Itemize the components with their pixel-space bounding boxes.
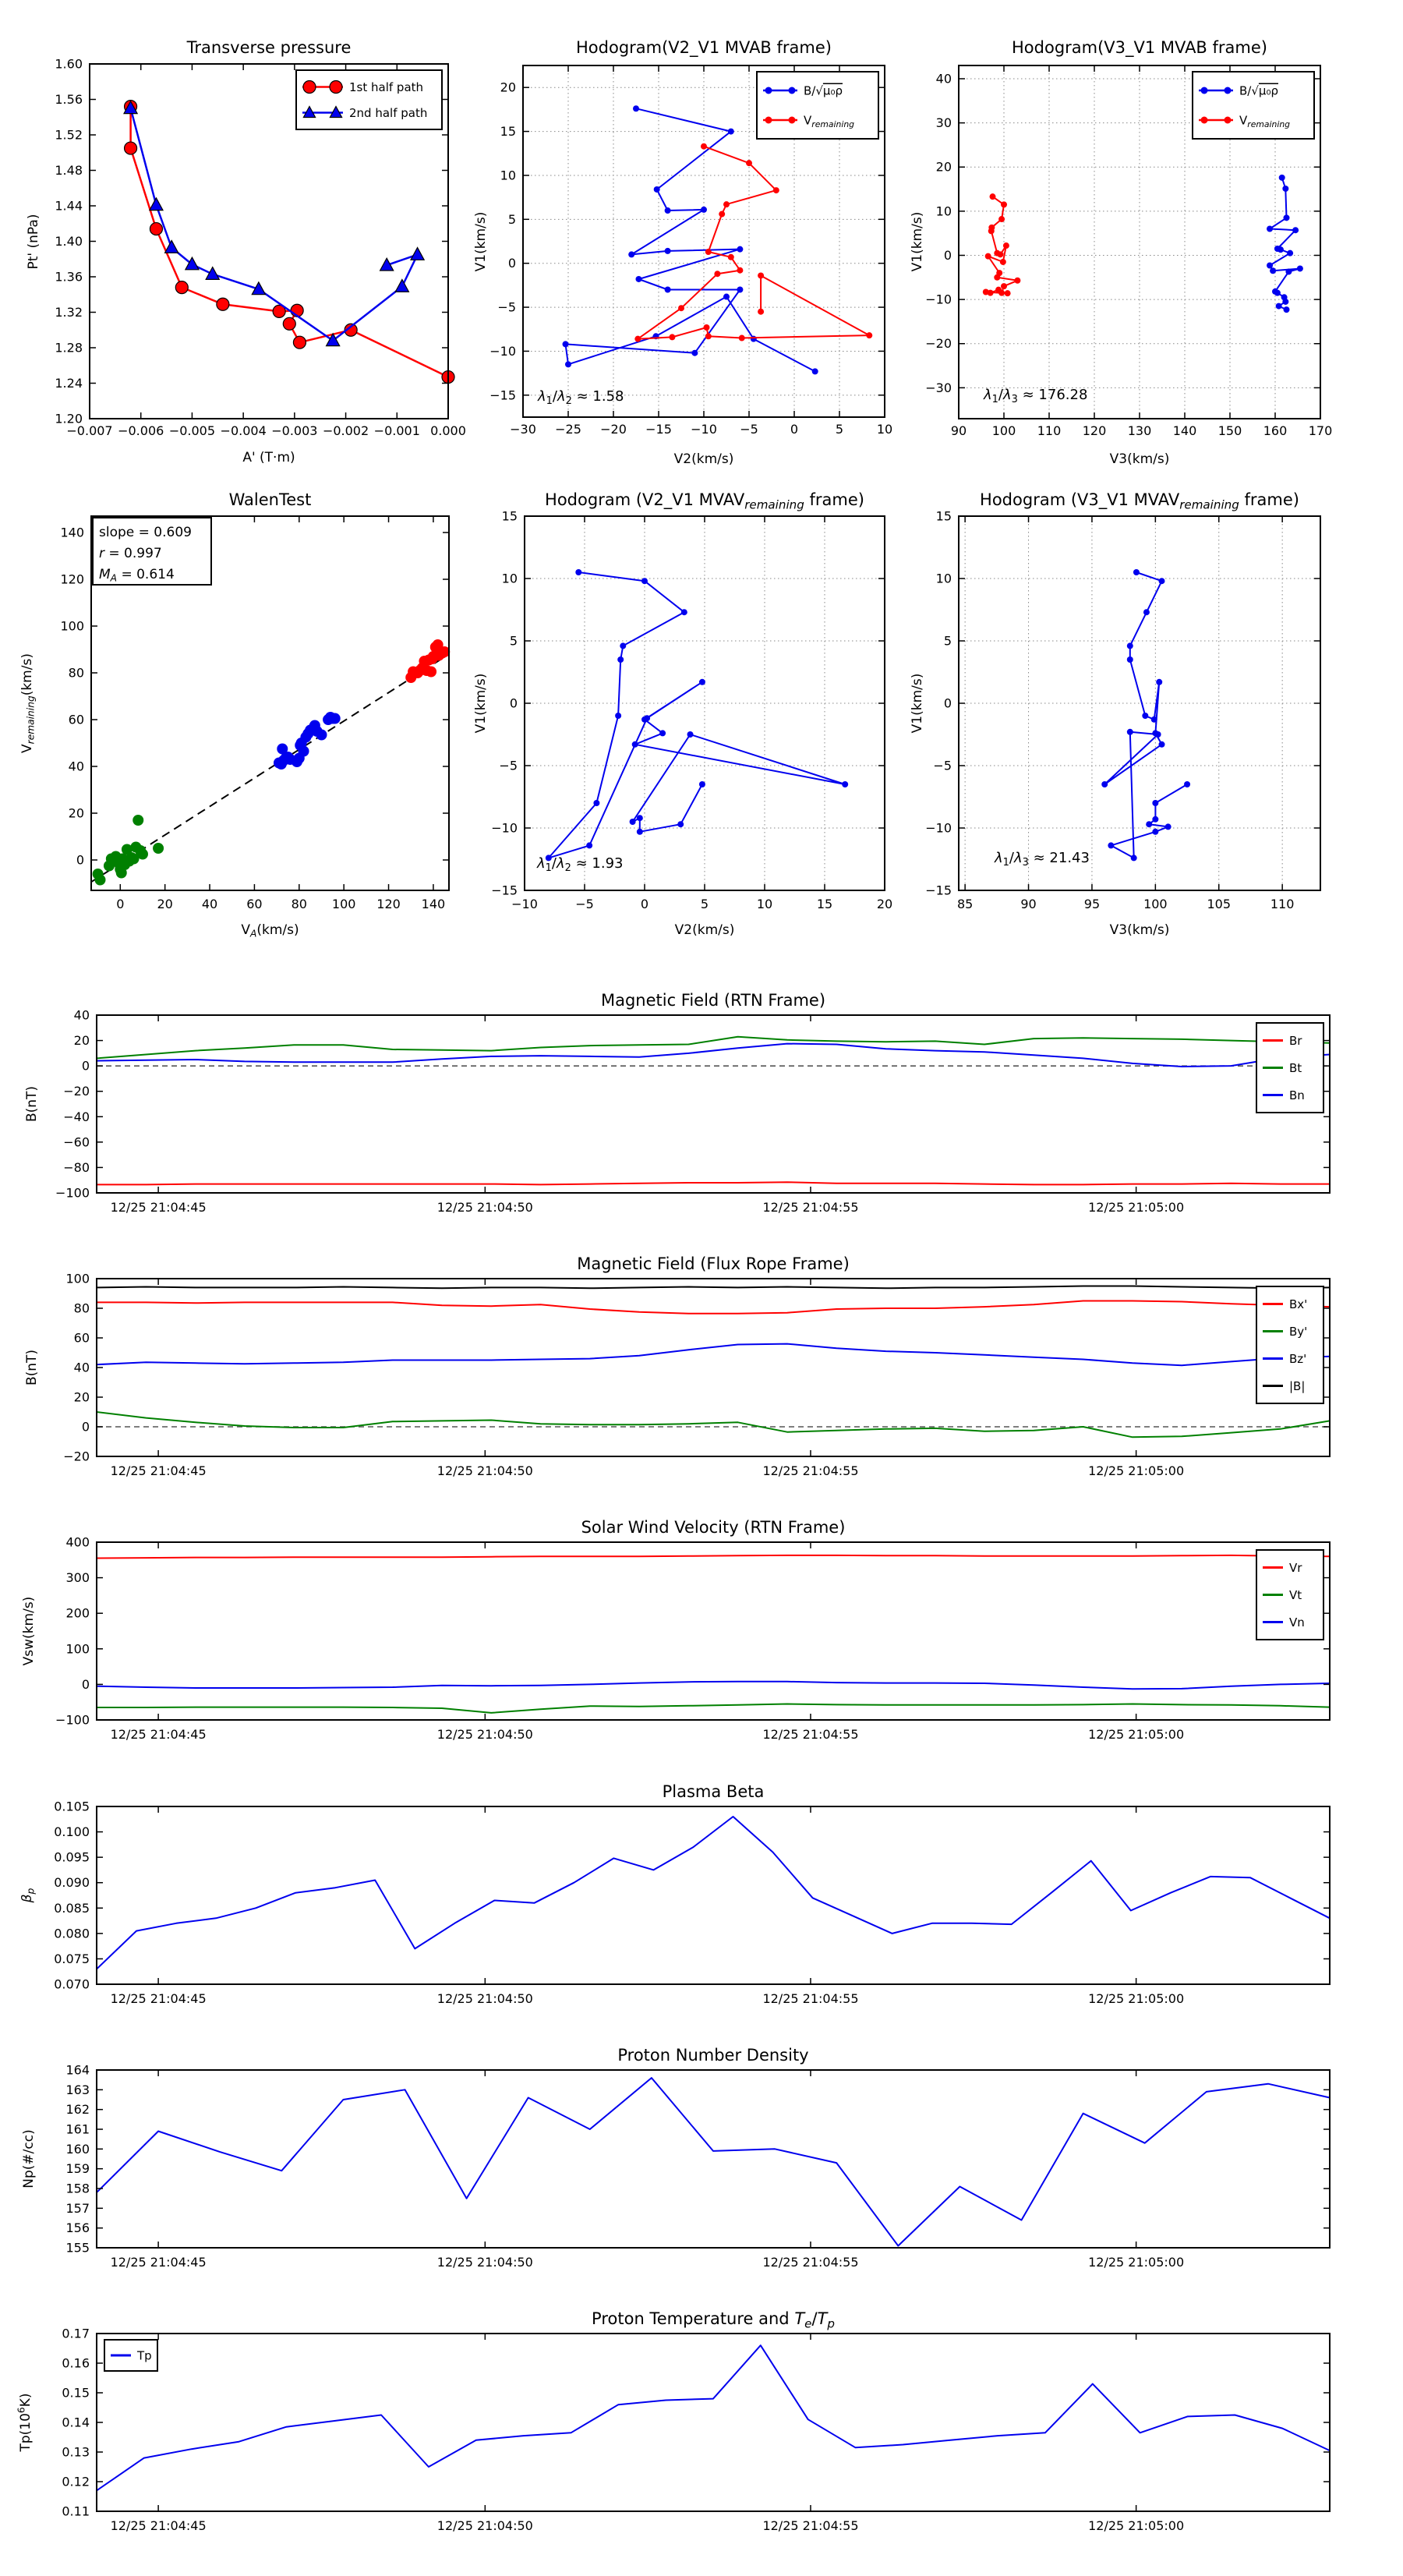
svg-text:5: 5 <box>509 633 518 649</box>
series-Br <box>97 1182 1330 1184</box>
svg-text:0.105: 0.105 <box>54 1799 90 1814</box>
series-V-remaining <box>983 193 1021 296</box>
x-axis-label: A' (T·m) <box>242 450 295 465</box>
svg-text:0.000: 0.000 <box>430 423 466 438</box>
svg-text:12/25 21:04:55: 12/25 21:04:55 <box>762 1200 859 1215</box>
svg-text:−20: −20 <box>600 422 627 437</box>
legend <box>1193 72 1314 139</box>
axes-frame <box>97 1015 1330 1193</box>
svg-text:60: 60 <box>246 897 263 911</box>
svg-text:162: 162 <box>65 2102 90 2118</box>
svg-text:−5: −5 <box>740 422 758 437</box>
chart-hodogram-v2v1-mvav <box>473 490 892 938</box>
series-last-interval <box>405 639 450 683</box>
svg-text:0: 0 <box>76 852 84 868</box>
svg-text:100: 100 <box>331 897 356 911</box>
svg-text:1.48: 1.48 <box>55 163 83 178</box>
svg-text:−0.005: −0.005 <box>168 423 216 438</box>
svg-text:156: 156 <box>65 2220 90 2236</box>
svg-text:1.52: 1.52 <box>55 127 83 143</box>
svg-text:1.56: 1.56 <box>55 92 83 107</box>
svg-text:Vremaining: $V_{remaining}$ <box>804 113 855 129</box>
svg-text:120: 120 <box>60 571 84 587</box>
svg-text:−80: −80 <box>63 1159 90 1175</box>
svg-text:110: 110 <box>1037 423 1062 438</box>
svg-text:0.14: 0.14 <box>62 2415 90 2430</box>
chart-hodogram-v2v1-mvab <box>473 38 892 467</box>
svg-text:12/25 21:04:45: 12/25 21:04:45 <box>110 1727 207 1742</box>
svg-text:0: 0 <box>943 247 952 263</box>
svg-text:0.085: 0.085 <box>54 1900 90 1916</box>
chart-plasma-beta <box>19 1782 1330 2006</box>
series-middle-interval <box>274 712 341 770</box>
y-axis-label: B(nT) <box>24 1349 40 1386</box>
svg-text:12/25 21:04:55: 12/25 21:04:55 <box>762 1991 859 2006</box>
svg-text:−10: −10 <box>925 820 952 836</box>
svg-text:1.32: 1.32 <box>55 305 83 320</box>
svg-text:0: 0 <box>81 1419 90 1435</box>
y-axis-label: $Tp(10^6K)$ <box>16 2393 34 2452</box>
svg-text:200: 200 <box>65 1605 90 1621</box>
grid <box>959 516 1320 890</box>
series-first-interval <box>93 815 164 886</box>
svg-text:−15: −15 <box>645 422 672 437</box>
y-axis-label: Pt' (nPa) <box>26 214 41 270</box>
svg-text:85: 85 <box>956 897 974 911</box>
svg-text:−5: −5 <box>497 299 516 315</box>
ticks <box>54 1799 1330 2007</box>
svg-text:slope = 0.609: slope = 0.609 <box>99 525 192 540</box>
svg-text:12/25 21:04:55: 12/25 21:04:55 <box>762 2518 859 2533</box>
x-axis-label: V2(km/s) <box>673 451 734 467</box>
svg-text:0.090: 0.090 <box>54 1875 90 1891</box>
svg-text:20: 20 <box>500 80 516 95</box>
svg-text:12/25 21:04:45: 12/25 21:04:45 <box>110 2518 207 2533</box>
svg-text:1st half path: 1st half path <box>349 80 424 94</box>
svg-text:0.11: 0.11 <box>62 2503 90 2519</box>
svg-text:0.100: 0.100 <box>54 1824 90 1840</box>
stats-box <box>93 518 211 585</box>
svg-text:0.16: 0.16 <box>62 2355 90 2371</box>
axes-frame <box>97 2334 1330 2511</box>
svg-text:0.070: 0.070 <box>54 1976 90 1992</box>
svg-text:1.24: 1.24 <box>55 376 83 391</box>
svg-text:Tp: Tp <box>137 2348 152 2363</box>
svg-text:MA = 0.614: $M_A = 0.614$ <box>99 567 175 584</box>
svg-text:0: 0 <box>790 422 799 437</box>
svg-text:163: 163 <box>65 2082 90 2097</box>
chart-title: Magnetic Field (RTN Frame) <box>600 991 826 1010</box>
svg-text:15: 15 <box>500 124 516 140</box>
svg-text:2nd half path: 2nd half path <box>349 106 428 120</box>
chart-proton-number-density <box>21 2046 1330 2270</box>
series-Vt <box>97 1704 1330 1713</box>
chart-transverse-pressure <box>26 38 466 465</box>
svg-text:−10: −10 <box>691 422 717 437</box>
svg-text:160: 160 <box>1263 423 1288 438</box>
svg-text:1.60: 1.60 <box>55 56 83 72</box>
svg-text:140: 140 <box>60 525 84 540</box>
svg-text:−0.003: −0.003 <box>271 423 318 438</box>
svg-text:158: 158 <box>65 2181 90 2196</box>
svg-text:1.36: 1.36 <box>55 269 83 285</box>
svg-text:20: 20 <box>876 897 893 911</box>
chart-title: WalenTest <box>228 490 312 509</box>
chart-title: Proton Number Density <box>617 2046 809 2065</box>
annotation: $\lambda_1/\lambda_2 \approx 1.58$ <box>538 388 624 407</box>
svg-text:400: 400 <box>65 1534 90 1550</box>
svg-text:155: 155 <box>65 2240 90 2256</box>
svg-text:140: 140 <box>1172 423 1197 438</box>
chart-title: Hodogram (V2_V1 $MVAV_{remaining}$ frame) <box>545 490 864 512</box>
series-beta-p <box>97 1817 1330 1969</box>
svg-text:20: 20 <box>73 1033 90 1049</box>
svg-text:−0.002: −0.002 <box>322 423 369 438</box>
chart-hodogram-v3v1-mvab <box>910 38 1332 467</box>
svg-text:5: 5 <box>943 633 952 649</box>
svg-text:12/25 21:04:45: 12/25 21:04:45 <box>110 1991 207 2006</box>
svg-text:80: 80 <box>291 897 307 911</box>
x-axis-label: V3(km/s) <box>1109 451 1170 467</box>
svg-text:1.40: 1.40 <box>55 234 83 249</box>
ticks <box>925 509 1320 912</box>
svg-text:0.075: 0.075 <box>54 1951 90 1966</box>
svg-text:−30: −30 <box>510 422 536 437</box>
svg-text:−15: −15 <box>489 387 516 403</box>
chart-title: Hodogram(V2_V1 MVAB frame) <box>576 38 832 57</box>
chart-title: Magnetic Field (Flux Rope Frame) <box>577 1254 850 1273</box>
svg-text:12/25 21:05:00: 12/25 21:05:00 <box>1088 2255 1185 2270</box>
y-axis-label: Vsw(km/s) <box>21 1596 37 1666</box>
svg-text:10: 10 <box>935 571 952 586</box>
svg-text:60: 60 <box>73 1330 90 1346</box>
svg-text:130: 130 <box>1127 423 1152 438</box>
svg-text:12/25 21:04:55: 12/25 21:04:55 <box>762 2255 859 2270</box>
svg-text:Br: Br <box>1289 1034 1302 1048</box>
y-axis-label: $\beta_p$ <box>19 1888 37 1903</box>
svg-text:12/25 21:04:45: 12/25 21:04:45 <box>110 2255 207 2270</box>
svg-text:12/25 21:04:55: 12/25 21:04:55 <box>762 1727 859 1742</box>
svg-text:10: 10 <box>500 168 516 183</box>
svg-text:5: 5 <box>507 211 516 227</box>
x-axis-label: V2(km/s) <box>674 922 735 938</box>
svg-text:160: 160 <box>65 2141 90 2157</box>
svg-text:10: 10 <box>876 422 893 437</box>
legend <box>1256 1023 1323 1113</box>
svg-text:10: 10 <box>501 571 518 586</box>
svg-text:12/25 21:04:50: 12/25 21:04:50 <box>436 2255 533 2270</box>
axes-frame <box>959 516 1320 890</box>
svg-text:15: 15 <box>935 508 952 524</box>
svg-text:Bz': Bz' <box>1289 1352 1307 1366</box>
svg-text:−20: −20 <box>63 1084 90 1099</box>
svg-text:Vremaining: $V_{remaining}$ <box>1239 113 1291 129</box>
svg-text:15: 15 <box>816 897 833 911</box>
chart-title: Transverse pressure <box>186 38 352 57</box>
series-Bt <box>97 1037 1330 1059</box>
y-axis-label: V1(km/s) <box>473 211 489 272</box>
svg-text:−0.001: −0.001 <box>373 423 420 438</box>
svg-text:−10: −10 <box>511 897 538 911</box>
svg-text:Bx': Bx' <box>1289 1297 1308 1311</box>
svg-text:10: 10 <box>935 203 952 219</box>
svg-text:12/25 21:04:55: 12/25 21:04:55 <box>762 1463 859 1478</box>
svg-text:40: 40 <box>935 71 952 87</box>
legend <box>757 72 878 139</box>
svg-text:−0.006: −0.006 <box>118 423 164 438</box>
svg-text:0: 0 <box>943 695 952 711</box>
svg-text:Bt: Bt <box>1289 1061 1302 1075</box>
svg-text:80: 80 <box>68 665 84 681</box>
svg-text:1.28: 1.28 <box>55 340 83 356</box>
svg-text:−5: −5 <box>499 758 518 773</box>
chart-title: Solar Wind Velocity (RTN Frame) <box>581 1518 846 1537</box>
series-V-remaining <box>634 143 872 342</box>
svg-text:20: 20 <box>157 897 173 911</box>
chart-walen-test <box>19 490 450 939</box>
axes-frame <box>97 1806 1330 1984</box>
svg-text:161: 161 <box>65 2121 90 2137</box>
svg-text:0.095: 0.095 <box>54 1849 90 1865</box>
svg-text:−100: −100 <box>55 1185 90 1201</box>
series-B-scaled <box>1267 175 1303 313</box>
series-B-scaled <box>546 569 848 861</box>
svg-text:150: 150 <box>1217 423 1242 438</box>
series-Vn <box>97 1682 1330 1690</box>
svg-text:100: 100 <box>65 1271 90 1286</box>
chart-title: Hodogram(V3_V1 MVAB frame) <box>1012 38 1267 57</box>
chart-proton-temperature <box>16 2309 1330 2533</box>
svg-text:110: 110 <box>1270 897 1295 911</box>
ticks <box>55 1535 1330 1743</box>
svg-text:0: 0 <box>507 256 516 271</box>
svg-text:−40: −40 <box>63 1109 90 1124</box>
svg-text:0.12: 0.12 <box>62 2474 90 2489</box>
svg-text:1.20: 1.20 <box>55 411 83 426</box>
svg-text:40: 40 <box>73 1007 90 1023</box>
svg-text:0.15: 0.15 <box>62 2385 90 2401</box>
svg-text:0.13: 0.13 <box>62 2444 90 2460</box>
series-Bz-prime <box>97 1344 1330 1366</box>
svg-text:100: 100 <box>991 423 1016 438</box>
svg-text:−25: −25 <box>555 422 581 437</box>
svg-text:12/25 21:05:00: 12/25 21:05:00 <box>1088 2518 1185 2533</box>
svg-text:−15: −15 <box>925 883 952 898</box>
svg-text:12/25 21:05:00: 12/25 21:05:00 <box>1088 1991 1185 2006</box>
axes-frame <box>97 1542 1330 1720</box>
axes-frame <box>97 1279 1330 1456</box>
svg-text:140: 140 <box>421 897 446 911</box>
svg-text:157: 157 <box>65 2200 90 2216</box>
svg-text:15: 15 <box>501 508 518 524</box>
svg-text:12/25 21:04:45: 12/25 21:04:45 <box>110 1463 207 1478</box>
svg-text:40: 40 <box>201 897 218 911</box>
y-axis-label: $V_{remaining}(km/s)$ <box>19 653 37 753</box>
svg-text:120: 120 <box>1082 423 1107 438</box>
svg-text:Vn: Vn <box>1289 1615 1305 1629</box>
svg-text:5: 5 <box>835 422 844 437</box>
svg-text:|B|: |B| <box>1289 1379 1306 1393</box>
svg-text:105: 105 <box>1207 897 1232 911</box>
chart-title: Proton Temperature and $T_e/T_p$ <box>592 2309 835 2331</box>
annotation: $\lambda_1/\lambda_3 \approx 21.43$ <box>995 850 1090 869</box>
svg-text:r = 0.997: r = 0.997 <box>99 546 162 561</box>
svg-text:20: 20 <box>73 1389 90 1405</box>
svg-text:120: 120 <box>376 897 401 911</box>
svg-text:−60: −60 <box>63 1134 90 1150</box>
svg-text:−20: −20 <box>925 336 952 352</box>
svg-text:−5: −5 <box>933 758 952 773</box>
legend <box>296 70 442 129</box>
svg-text:60: 60 <box>68 712 84 727</box>
chart-magnetic-field-flux-rope <box>24 1254 1330 1478</box>
chart-solar-wind-velocity-rtn <box>21 1518 1330 1742</box>
x-axis-label: V3(km/s) <box>1109 922 1170 938</box>
series-B-scaled <box>563 105 818 374</box>
svg-text:−5: −5 <box>575 897 594 911</box>
svg-text:Vt: Vt <box>1289 1588 1302 1602</box>
series-Bx-prime <box>97 1301 1330 1314</box>
chart-title: Plasma Beta <box>662 1782 765 1801</box>
svg-text:300: 300 <box>65 1570 90 1586</box>
svg-text:−30: −30 <box>925 380 952 395</box>
svg-text:12/25 21:05:00: 12/25 21:05:00 <box>1088 1200 1185 1215</box>
ticks <box>65 2063 1330 2270</box>
ticks <box>62 2327 1330 2534</box>
svg-text:−10: −10 <box>491 820 518 836</box>
svg-text:12/25 21:04:50: 12/25 21:04:50 <box>436 1200 533 1215</box>
series-B-scaled <box>1101 569 1190 861</box>
series-1st half path <box>125 101 454 384</box>
svg-text:164: 164 <box>65 2062 90 2078</box>
svg-text:0: 0 <box>81 1676 90 1692</box>
series-B-magnitude <box>97 1286 1330 1289</box>
svg-text:100: 100 <box>65 1641 90 1657</box>
x-axis-label: $V_A(km/s)$ <box>241 922 299 939</box>
legend <box>104 2340 157 2371</box>
svg-text:40: 40 <box>73 1360 90 1375</box>
svg-text:12/25 21:04:50: 12/25 21:04:50 <box>436 1991 533 2006</box>
svg-text:0.080: 0.080 <box>54 1926 90 1941</box>
svg-text:12/25 21:04:45: 12/25 21:04:45 <box>110 1200 207 1215</box>
svg-text:By': By' <box>1289 1325 1308 1339</box>
svg-text:0: 0 <box>81 1058 90 1074</box>
svg-text:20: 20 <box>68 805 84 821</box>
svg-text:170: 170 <box>1308 423 1333 438</box>
svg-text:−15: −15 <box>491 883 518 898</box>
svg-text:−20: −20 <box>63 1449 90 1464</box>
svg-text:90: 90 <box>950 423 967 438</box>
svg-text:159: 159 <box>65 2161 90 2177</box>
svg-text:12/25 21:04:50: 12/25 21:04:50 <box>436 1463 533 1478</box>
svg-text:−0.007: −0.007 <box>66 423 113 438</box>
axes-frame <box>97 2070 1330 2248</box>
svg-text:0: 0 <box>116 897 125 911</box>
svg-text:−100: −100 <box>55 1712 90 1728</box>
annotation: $\lambda_1/\lambda_2 \approx 1.93$ <box>537 855 624 874</box>
svg-text:12/25 21:05:00: 12/25 21:05:00 <box>1088 1463 1185 1478</box>
legend <box>1256 1286 1323 1403</box>
svg-text:100: 100 <box>60 618 84 634</box>
chart-title: Hodogram (V3_V1 $MVAV_{remaining}$ frame) <box>980 490 1299 512</box>
series-Tp <box>97 2345 1330 2490</box>
svg-text:−10: −10 <box>489 343 516 359</box>
svg-text:−0.004: −0.004 <box>220 423 267 438</box>
chart-magnetic-field-rtn <box>24 991 1330 1215</box>
svg-text:40: 40 <box>68 759 84 774</box>
ticks <box>491 509 892 912</box>
legend <box>1256 1550 1323 1640</box>
svg-text:80: 80 <box>73 1300 90 1316</box>
annotation: $\lambda_1/\lambda_3 \approx 176.28$ <box>984 387 1088 405</box>
chart-hodogram-v3v1-mvav <box>910 490 1320 938</box>
svg-text:B/√μ₀ρ: B/√μ₀ρ <box>1239 83 1278 98</box>
svg-text:0: 0 <box>509 695 518 711</box>
svg-text:95: 95 <box>1083 897 1101 911</box>
series-Bn <box>97 1044 1330 1067</box>
svg-text:Bn: Bn <box>1289 1088 1305 1102</box>
y-axis-label: V1(km/s) <box>473 673 489 734</box>
svg-text:5: 5 <box>700 897 709 911</box>
y-axis-label: B(nT) <box>24 1085 40 1123</box>
series-By-prime <box>97 1412 1330 1437</box>
svg-text:−10: −10 <box>925 292 952 307</box>
series-Vr <box>97 1555 1330 1559</box>
svg-text:1.44: 1.44 <box>55 198 83 214</box>
svg-text:100: 100 <box>1143 897 1168 911</box>
svg-text:12/25 21:04:50: 12/25 21:04:50 <box>436 1727 533 1742</box>
svg-text:30: 30 <box>935 115 952 131</box>
svg-text:0: 0 <box>640 897 649 911</box>
svg-text:0.17: 0.17 <box>62 2326 90 2341</box>
svg-text:12/25 21:04:50: 12/25 21:04:50 <box>436 2518 533 2533</box>
svg-text:10: 10 <box>756 897 773 911</box>
svg-text:90: 90 <box>1020 897 1037 911</box>
y-axis-label: V1(km/s) <box>910 211 925 272</box>
y-axis-label: V1(km/s) <box>910 673 925 734</box>
svg-text:20: 20 <box>935 159 952 175</box>
svg-text:B/√μ₀ρ: B/√μ₀ρ <box>804 83 843 98</box>
svg-text:12/25 21:05:00: 12/25 21:05:00 <box>1088 1727 1185 1742</box>
y-axis-label: Np(#/cc) <box>21 2129 37 2189</box>
svg-text:Vr: Vr <box>1289 1561 1302 1575</box>
series-Np <box>97 2078 1330 2245</box>
